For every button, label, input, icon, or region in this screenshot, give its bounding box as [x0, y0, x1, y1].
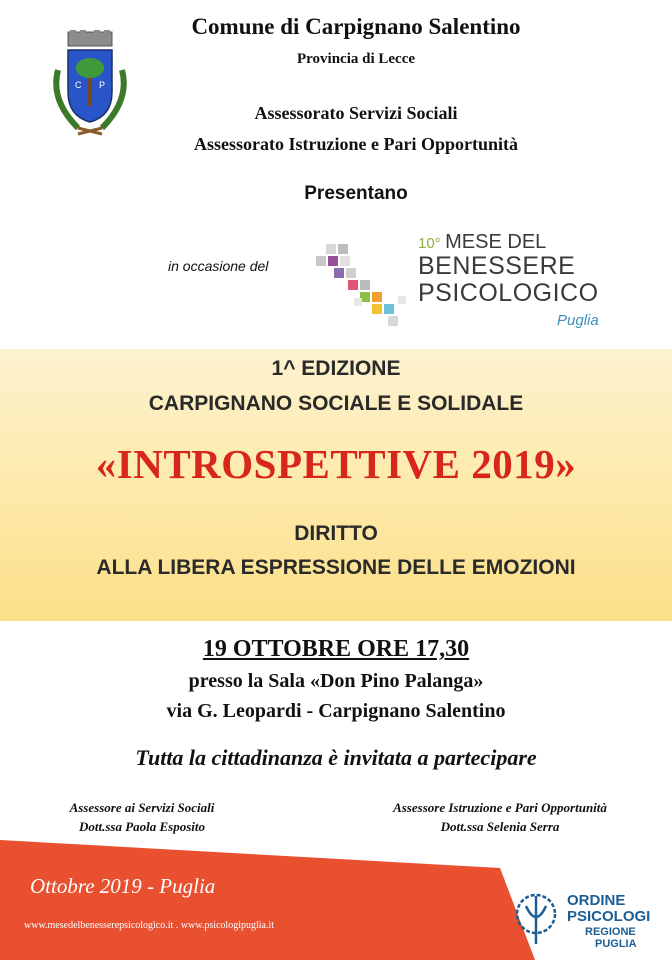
invitation-text: Tutta la cittadinanza è invitata a partecipare	[135, 745, 537, 770]
event-title: «INTROSPETTIVE 2019»	[95, 441, 577, 487]
event-date: 19 OTTOBRE ORE 17,30	[202, 636, 470, 662]
mese-line3: PSICOLOGICO	[418, 279, 599, 307]
assessorato-servizi-sociali: Assessorato Servizi Sociali	[254, 103, 458, 123]
theme-line-1: DIRITTO	[294, 522, 378, 545]
ordine-logo-text	[567, 893, 650, 950]
signature-left-name: Dott.ssa Paola Esposito	[78, 819, 206, 834]
mese-number: 10°	[418, 235, 441, 252]
event-address: via G. Leopardi - Carpignano Salentino	[166, 700, 506, 722]
signature-left	[22, 798, 262, 836]
footer-date: Ottobre 2019 - Puglia	[30, 874, 216, 898]
provincia-subtitle: Provincia di Lecce	[296, 51, 416, 67]
event-venue: presso la Sala «Don Pino Palanga»	[188, 670, 484, 692]
mese-logo-text	[418, 232, 599, 306]
event-subtitle: CARPIGNANO SOCIALE E SOLIDALE	[148, 392, 524, 415]
signature-left-role: Assessore ai Servizi Sociali	[69, 800, 215, 815]
theme-line-2: ALLA LIBERA ESPRESSIONE DELLE EMOZIONI	[96, 556, 576, 579]
presentano-label: Presentano	[304, 183, 408, 204]
crest-letter-p: P	[99, 80, 106, 90]
ordine-line1: ORDINE	[567, 892, 626, 909]
mese-line1: MESE DEL	[445, 231, 547, 253]
ordine-line3: REGIONE	[585, 926, 636, 938]
ordine-line2: PSICOLOGI	[567, 908, 651, 925]
edizione-label: 1^ EDIZIONE	[271, 357, 401, 380]
comune-title: Comune di Carpignano Salentino	[191, 14, 521, 39]
ordine-psicologi-logo-icon	[514, 884, 558, 950]
signature-right	[340, 798, 660, 836]
municipal-crest-icon	[48, 30, 132, 138]
footer-links[interactable]: www.mesedelbenesserepsicologico.it . www.psicologipuglia.it	[24, 920, 275, 931]
ordine-line4: PUGLIA	[595, 938, 637, 950]
mese-line2: BENESSERE	[418, 252, 576, 280]
signature-right-role: Assessore Istruzione e Pari Opportunità	[393, 800, 607, 815]
occasione-label: in occasione del	[168, 258, 269, 274]
crest-letter-c: C	[75, 80, 82, 90]
assessorato-istruzione: Assessorato Istruzione e Pari Opportunità	[194, 134, 518, 154]
mese-region: Puglia	[557, 312, 599, 329]
signature-right-name: Dott.ssa Selenia Serra	[440, 819, 560, 834]
